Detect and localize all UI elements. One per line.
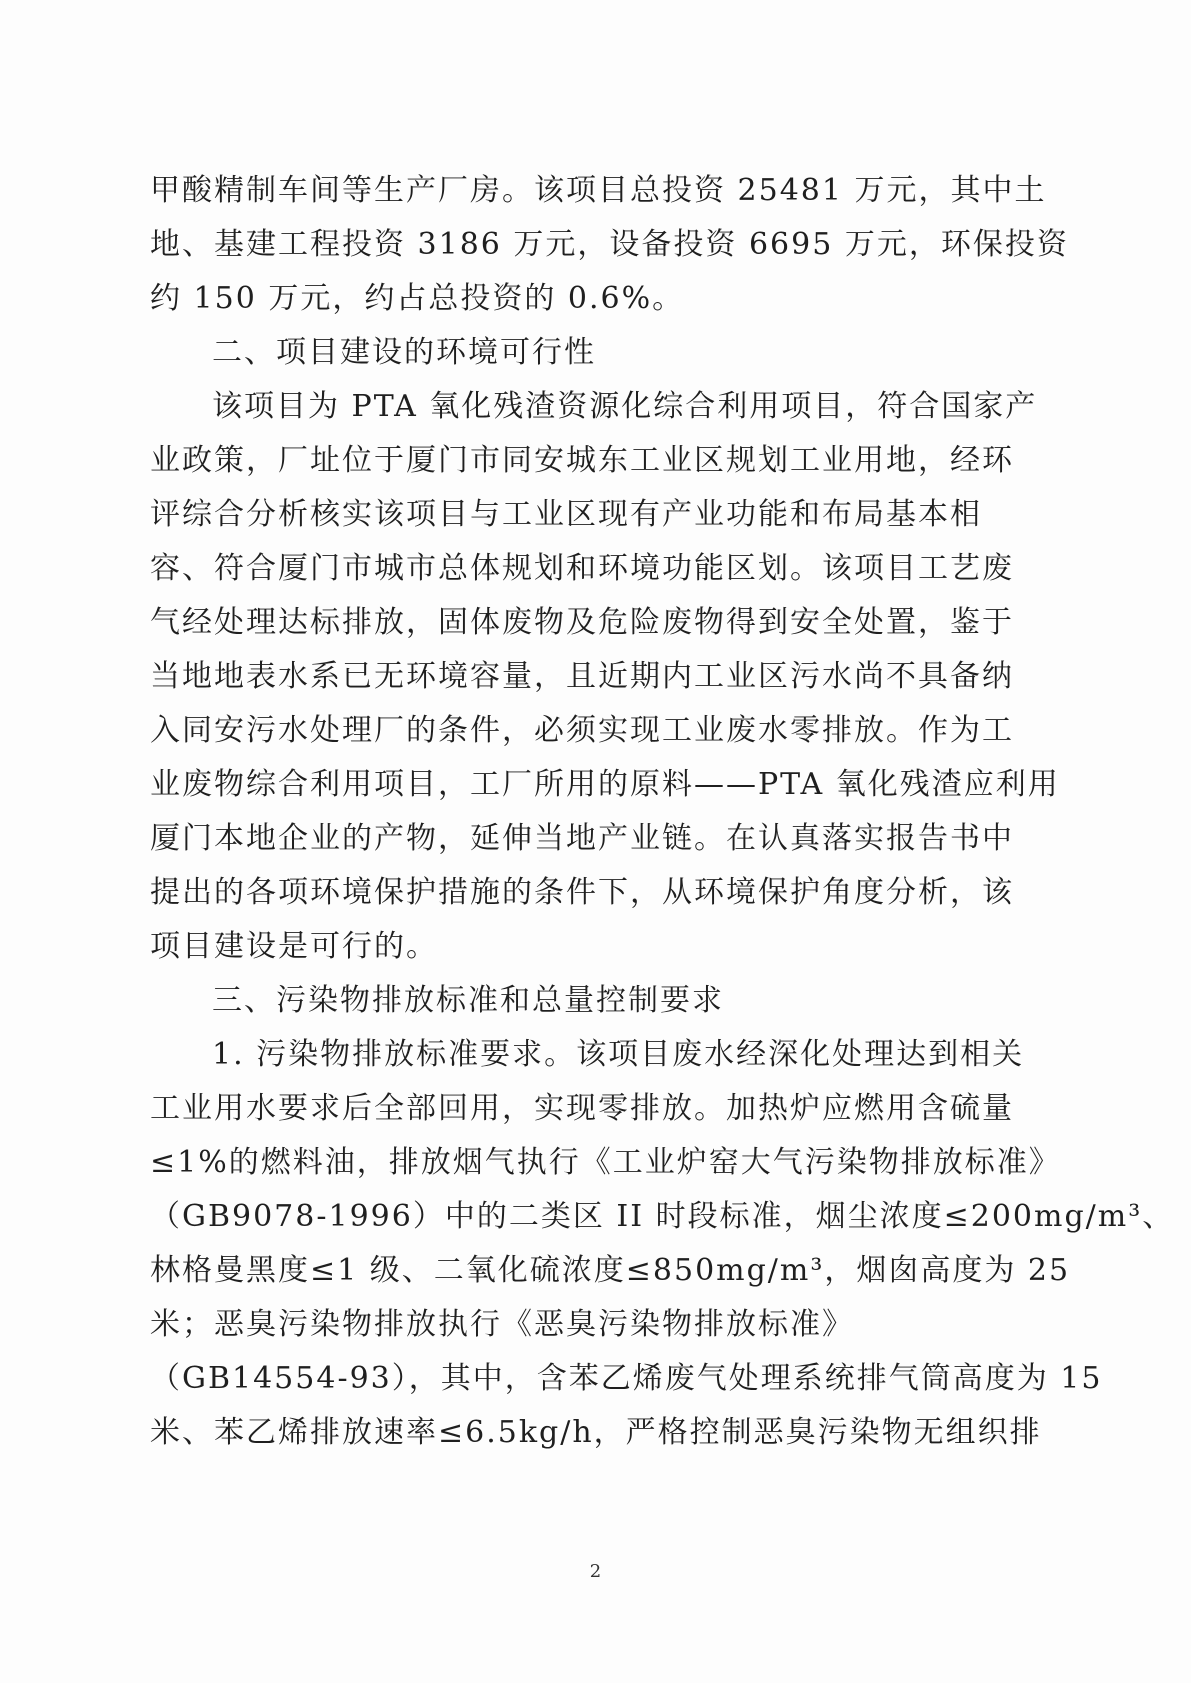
body-line: 厦门本地企业的产物，延伸当地产业链。在认真落实报告书中	[150, 821, 1014, 856]
body-line: 地、基建工程投资 3186 万元，设备投资 6695 万元，环保投资	[150, 227, 1069, 262]
body-line: 容、符合厦门市城市总体规划和环境功能区划。该项目工艺废	[150, 551, 1014, 586]
body-line: 工业用水要求后全部回用，实现零排放。加热炉应燃用含硫量	[150, 1091, 1014, 1126]
body-line: 业政策，厂址位于厦门市同安城东工业区规划工业用地，经环	[150, 443, 1014, 478]
section-heading: 三、污染物排放标准和总量控制要求	[212, 983, 724, 1018]
body-line: 入同安污水处理厂的条件，必须实现工业废水零排放。作为工	[150, 713, 1014, 748]
body-line: 1. 污染物排放标准要求。该项目废水经深化处理达到相关	[212, 1037, 1025, 1072]
section-heading: 二、项目建设的环境可行性	[212, 335, 596, 370]
body-line: 当地地表水系已无环境容量，且近期内工业区污水尚不具备纳	[150, 659, 1014, 694]
body-line: （GB14554-93），其中，含苯乙烯废气处理系统排气筒高度为 15	[150, 1361, 1103, 1396]
body-line: 米、苯乙烯排放速率≤6.5kg/h，严格控制恶臭污染物无组织排	[150, 1415, 1042, 1450]
page-number: 2	[589, 1561, 602, 1582]
body-line: 提出的各项环境保护措施的条件下，从环境保护角度分析，该	[150, 875, 1014, 910]
body-line: 甲酸精制车间等生产厂房。该项目总投资 25481 万元，其中土	[150, 173, 1047, 208]
body-line: 米；恶臭污染物排放执行《恶臭污染物排放标准》	[150, 1307, 854, 1342]
body-line: 气经处理达标排放，固体废物及危险废物得到安全处置，鉴于	[150, 605, 1014, 640]
body-line: 业废物综合利用项目，工厂所用的原料——PTA 氧化残渣应利用	[150, 767, 1060, 802]
body-line: 项目建设是可行的。	[150, 929, 438, 964]
body-line: 该项目为 PTA 氧化残渣资源化综合利用项目，符合国家产	[212, 389, 1038, 424]
body-line: 评综合分析核实该项目与工业区现有产业功能和布局基本相	[150, 497, 982, 532]
body-line: ≤1%的燃料油，排放烟气执行《工业炉窑大气污染物排放标准》	[150, 1145, 1061, 1180]
body-line: （GB9078-1996）中的二类区 II 时段标准，烟尘浓度≤200mg/m³、	[150, 1199, 1175, 1234]
body-line: 林格曼黑度≤1 级、二氧化硫浓度≤850mg/m³，烟囱高度为 25	[150, 1253, 1071, 1288]
body-line: 约 150 万元，约占总投资的 0.6%。	[150, 281, 685, 316]
